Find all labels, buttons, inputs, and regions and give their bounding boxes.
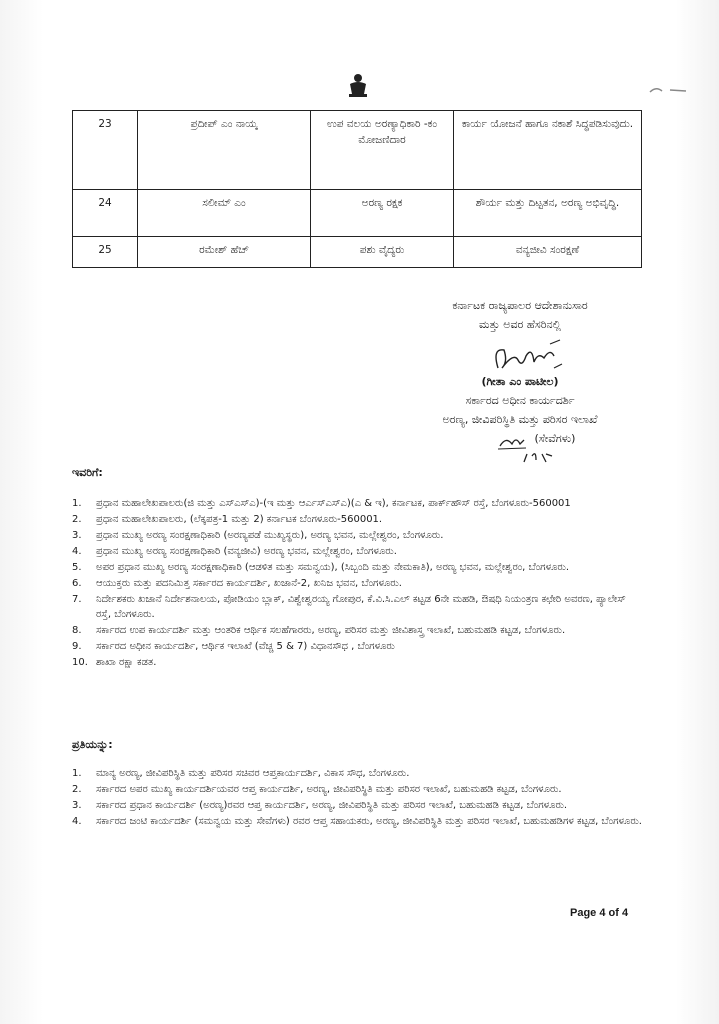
handwritten-initials-icon [496,432,556,466]
signatory-designation: ಸರ್ಕಾರದ ಅಧೀನ ಕಾರ್ಯದರ್ಶಿ [465,394,575,407]
list-item: 4. ಪ್ರಧಾನ ಮುಖ್ಯ ಅರಣ್ಯ ಸಂರಕ್ಷಣಾಧಿಕಾರಿ (ವನ್ಯಜೀವಿ) ಅರಣ್ಯ ಭವನ, ಮಲ್ಲೇಶ್ವರಂ, ಬೆಂಗಳೂರು. [72,546,397,557]
list-item: 2. ಪ್ರಧಾನ ಮಹಾಲೇಖಪಾಲರು, (ಲೆಕ್ಕಪತ್ರ-1 ಮತ್ತು 2) ಕರ್ನಾಟಕ ಬೆಂಗಳೂರು-560001. [72,514,383,525]
serial-number: 25 [73,237,138,268]
copies-heading: ಪ್ರತಿಯನ್ನು: [72,738,113,751]
signatory-department: ಅರಣ್ಯ, ಜೀವಿಪರಿಸ್ಥಿತಿ ಮತ್ತು ಪರಿಸರ ಇಲಾಖೆ [442,413,598,426]
authority-line-2: ಮತ್ತು ಅವರ ಹೆಸರಿನಲ್ಲಿ [479,318,561,331]
recipients-heading: ಇವರಿಗೆ: [72,466,103,479]
list-item: 8. ಸರ್ಕಾರದ ಉಪ ಕಾರ್ಯದರ್ಶಿ ಮತ್ತು ಆಂತರಿಕ ಆರ್ಥಿಕ ಸಲಹೆಗಾರರು, ಅರಣ್ಯ, ಪರಿಸರ ಮತ್ತು ಜೀವಿಶಾಸ್ತ್ರ ಇಲಾಖೆ, ಬಹುಮಹಡಿ ಕಟ್ಟಡ, ಬೆಂಗಳೂರು. [72,625,566,636]
list-item: 5. ಅಪರ ಪ್ರಧಾನ ಮುಖ್ಯ ಅರಣ್ಯ ಸಂರಕ್ಷಣಾಧಿಕಾರಿ (ಆಡಳಿತ ಮತ್ತು ಸಮನ್ವಯ), (ಸಿಬ್ಬಂದಿ ಮತ್ತು ನೇಮಕಾತಿ), ಅರಣ್ಯ ಭವನ, ಮಲ್ಲೇಶ್ವರಂ, ಬೆಂಗಳೂರು. [72,562,570,573]
staff-name: ರಮೇಶ್ ಹೆಚ್ [138,237,311,268]
list-item: 4. ಸರ್ಕಾರದ ಜಂಟಿ ಕಾರ್ಯದರ್ಶಿ (ಸಮನ್ವಯ ಮತ್ತು ಸೇವೆಗಳು) ರವರ ಆಪ್ತ ಸಹಾಯಕರು, ಅರಣ್ಯ, ಜೀವಿಪರಿಸ್ಥಿತಿ ಮತ್ತು ಪರಿಸರ ಇಲಾಖೆ, ಬಹುಮಹಡಿಗಳ ಕಟ್ಟಡ, ಬೆಂಗಳೂರು. [72,816,642,827]
list-item: 7. ನಿರ್ದೇಶಕರು ಖಜಾನೆ ನಿರ್ದೇಶನಾಲಯ, ಪೋಡಿಯಂ ಬ್ಲಾಕ್, ವಿಶ್ವೇಶ್ವರಯ್ಯ ಗೋಪುರ, ಕೆ.ವಿ.ಸಿ.ಎಲ್ ಕಟ್ಟಡ 6ನೇ ಮಹಡಿ, ಔಷಧಿ ನಿಯಂತ್ರಣ ಕಛೇರಿ ಅವರಣ, ಪ್ಯಾಲೇಸ್ ರಸ್ತೆ, ಬೆಂಗಳೂರು. [72,594,626,620]
list-item: 10. ಶಾಖಾ ರಕ್ಷಾ ಕಡತ. [72,657,157,668]
list-item: 3. ಸರ್ಕಾರದ ಪ್ರಧಾನ ಕಾರ್ಯದರ್ಶಿ (ಅರಣ್ಯ)ರವರ ಆಪ್ತ ಕಾರ್ಯದರ್ಶಿ, ಅರಣ್ಯ, ಜೀವಿಪರಿಸ್ಥಿತಿ ಮತ್ತು ಪರಿಸರ ಇಲಾಖೆ, ಬಹುಮಹಡಿ ಕಟ್ಟಡ, ಬೆಂಗಳೂರು. [72,800,568,811]
table-row [73,190,642,237]
list-item: 1. ಪ್ರಧಾನ ಮಹಾಲೇಖಪಾಲರು(ಜಿ ಮತ್ತು ಎಸ್ಎಸ್ಎ)-(ಇ ಮತ್ತು ಆರ್ಎಸ್ಎಸ್ಎ)(ಎ & ಇ), ಕರ್ನಾಟಕ, ಪಾರ್ಕ್‌ಹೌಸ್ ರಸ್ತೆ, ಬೆಂಗಳೂರು-560001 [72,498,571,509]
list-item: 6. ಆಯುಕ್ತರು ಮತ್ತು ಪದನಿಮಿತ್ತ ಸರ್ಕಾರದ ಕಾರ್ಯದರ್ಶಿ, ಖಜಾನೆ-2, ಖನಿಜ ಭವನ, ಬೆಂಗಳೂರು. [72,578,402,589]
staff-designation: ಪಶು ವೈದ್ಯರು [311,237,454,268]
staff-duty: ವನ್ಯಜೀವಿ ಸಂರಕ್ಷಣೆ [454,237,642,268]
copies-list [72,766,642,830]
signatory-section: (ಸೇವೆಗಳು) [534,432,576,445]
state-emblem-icon [346,72,370,98]
table-row [73,237,642,268]
list-item: 1. ಮಾನ್ಯ ಅರಣ್ಯ, ಜೀವಿಪರಿಸ್ಥಿತಿ ಮತ್ತು ಪರಿಸರ ಸಚಿವರ ಆಪ್ತಕಾರ್ಯದರ್ಶಿ, ವಿಕಾಸ ಸೌಧ, ಬೆಂಗಳೂರು. [72,768,410,779]
serial-number: 23 [73,111,138,190]
staff-duty: ಶೌರ್ಯ ಮತ್ತು ದಿಟ್ಟತನ, ಅರಣ್ಯ ಅಭಿವೃದ್ಧಿ. [454,190,642,237]
staff-assignment-table [72,110,642,268]
authority-line: ಕರ್ನಾಟಕ ರಾಜ್ಯಪಾಲರ ಆದೇಶಾನುಸಾರ [452,299,588,312]
list-item: 2. ಸರ್ಕಾರದ ಅಪರ ಮುಖ್ಯ ಕಾರ್ಯದರ್ಶಿಯವರ ಆಪ್ತ ಕಾರ್ಯದರ್ಶಿ, ಅರಣ್ಯ, ಜೀವಿಪರಿಸ್ಥಿತಿ ಮತ್ತು ಪರಿಸರ ಇಲಾಖೆ, ಬಹುಮಹಡಿ ಕಟ್ಟಡ, ಬೆಂಗಳೂರು. [72,784,562,795]
list-item: 3. ಪ್ರಧಾನ ಮುಖ್ಯ ಅರಣ್ಯ ಸಂರಕ್ಷಣಾಧಿಕಾರಿ (ಅರಣ್ಯಪಡೆ ಮುಖ್ಯಸ್ಥರು), ಅರಣ್ಯ ಭವನ, ಮಲ್ಲೇಶ್ವರಂ, ಬೆಂಗಳೂರು. [72,530,444,541]
staff-designation: ಅರಣ್ಯ ರಕ್ಷಕ [311,190,454,237]
staff-designation: ಉಪ ವಲಯ ಅರಣ್ಯಾಧಿಕಾರಿ -ಕಂ ಮೋಜಣಿದಾರ [311,111,454,190]
scan-mark-icon [648,84,688,94]
signatory-name: (ಗೀತಾ ಎಂ ಪಾಟೀಲ) [481,375,559,388]
staff-name: ಪ್ರದೀಪ್ ಎಂ ನಾಯ್ಕ [138,111,311,190]
page-number: Page 4 of 4 [570,907,629,919]
staff-duty: ಕಾರ್ಯ ಯೋಜನೆ ಹಾಗೂ ನಕಾಶೆ ಸಿದ್ಧಪಡಿಸುವುದು. [454,111,642,190]
table-row [73,111,642,190]
handwritten-signature-icon [488,338,568,378]
recipients-list [72,496,642,671]
serial-number: 24 [73,190,138,237]
list-item: 9. ಸರ್ಕಾರದ ಅಧೀನ ಕಾರ್ಯದರ್ಶಿ, ಆರ್ಥಿಕ ಇಲಾಖೆ (ವೆಚ್ಚ 5 & 7) ವಿಧಾನಸೌಧ , ಬೆಂಗಳೂರು [72,641,395,652]
staff-name: ಸಲೀಮ್ ಎಂ [138,190,311,237]
